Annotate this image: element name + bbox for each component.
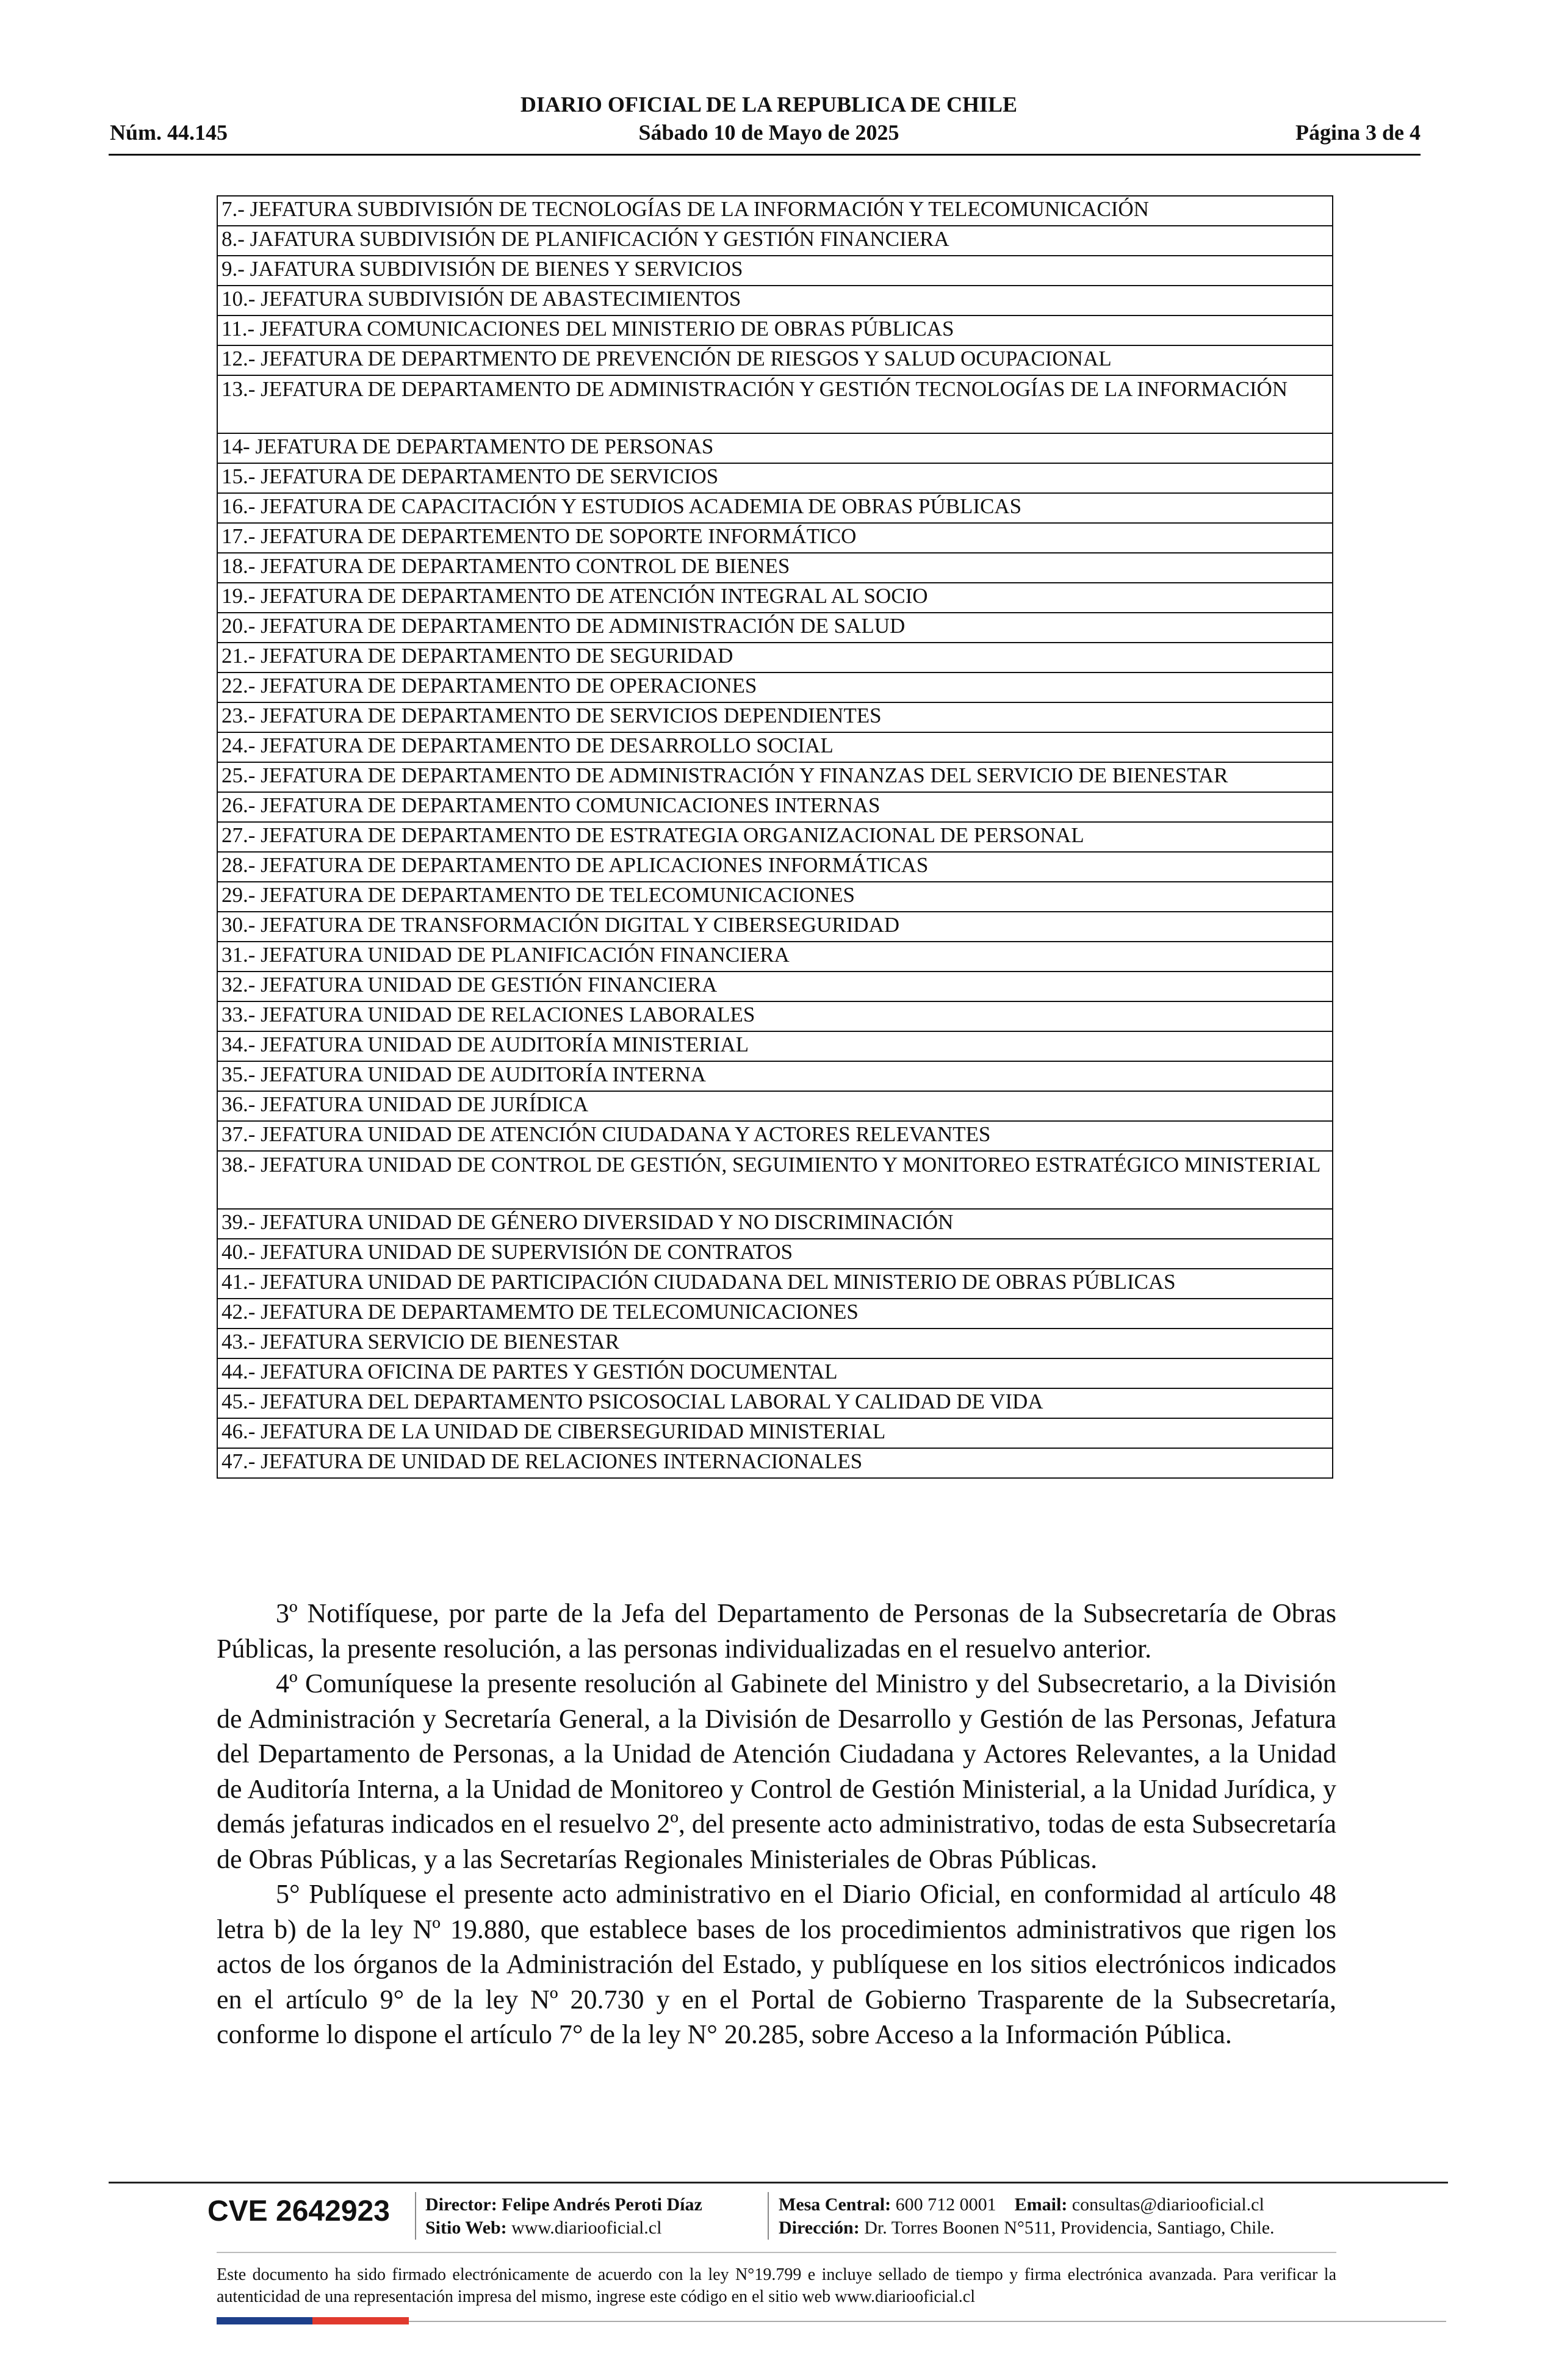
website-link[interactable]: www.diariooficial.cl (511, 2218, 662, 2238)
table-cell: 44.- JEFATURA OFICINA DE PARTES Y GESTIÓN DOCUMENTAL (217, 1358, 1333, 1388)
table-row (217, 1091, 1333, 1121)
table-row (217, 822, 1333, 852)
table-cell: 19.- JEFATURA DE DEPARTAMENTO DE ATENCIÓN INTEGRAL AL SOCIO (217, 583, 1333, 613)
table-cell: 43.- JEFATURA SERVICIO DE BIENESTAR (217, 1329, 1333, 1358)
email-link[interactable]: consultas@diariooficial.cl (1072, 2194, 1264, 2215)
table-row (217, 912, 1333, 942)
cve-code: CVE 2642923 (207, 2195, 390, 2227)
table-row (217, 1269, 1333, 1299)
paragraph-3: 3º Notifíquese, por parte de la Jefa del Departamento de Personas de la Subsecretaría de Obras Públicas, la presente resolución, a las personas individualizadas en el resuelvo anterior. (217, 1598, 1336, 1664)
table-row (217, 1001, 1333, 1031)
table-row (217, 256, 1333, 286)
table-cell: 38.- JEFATURA UNIDAD DE CONTROL DE GESTIÓN, SEGUIMIENTO Y MONITOREO ESTRATÉGICO MINISTERIAL (217, 1151, 1333, 1209)
table-cell: 24.- JEFATURA DE DEPARTAMENTO DE DESARROLLO SOCIAL (217, 732, 1333, 762)
footer-separator (768, 2192, 769, 2240)
table-cell: 14- JEFATURA DE DEPARTAMENTO DE PERSONAS (217, 433, 1333, 463)
phone-number: 600 712 0001 (895, 2194, 996, 2215)
address-label: Dirección: (779, 2218, 860, 2238)
footer-inner-divider (217, 2252, 1336, 2253)
table-cell: 10.- JEFATURA SUBDIVISIÓN DE ABASTECIMIENTOS (217, 286, 1333, 316)
table-row (217, 1121, 1333, 1151)
table-cell: 34.- JEFATURA UNIDAD DE AUDITORÍA MINISTERIAL (217, 1031, 1333, 1061)
table-cell: 7.- JEFATURA SUBDIVISIÓN DE TECNOLOGÍAS DE LA INFORMACIÓN Y TELECOMUNICACIÓN (217, 196, 1333, 226)
footer-bottom-divider (409, 2321, 1446, 2322)
table-cell: 39.- JEFATURA UNIDAD DE GÉNERO DIVERSIDAD Y NO DISCRIMINACIÓN (217, 1209, 1333, 1239)
table-cell: 42.- JEFATURA DE DEPARTAMEMTO DE TELECOMUNICACIONES (217, 1299, 1333, 1329)
table-row (217, 702, 1333, 732)
page-indicator: Página 3 de 4 (1295, 120, 1421, 145)
table-row (217, 523, 1333, 553)
table-row (217, 1031, 1333, 1061)
table-row (217, 1209, 1333, 1239)
footer-director-block (425, 2193, 702, 2240)
table-cell: 33.- JEFATURA UNIDAD DE RELACIONES LABORALES (217, 1001, 1333, 1031)
address-value: Dr. Torres Boonen N°511, Providencia, Santiago, Chile. (864, 2218, 1275, 2238)
table-cell: 12.- JEFATURA DE DEPARTMENTO DE PREVENCIÓN DE RIESGOS Y SALUD OCUPACIONAL (217, 345, 1333, 375)
table-cell: 40.- JEFATURA UNIDAD DE SUPERVISIÓN DE CONTRATOS (217, 1239, 1333, 1269)
table-row (217, 375, 1333, 433)
positions-table-body (217, 196, 1333, 1478)
footer-separator (415, 2192, 416, 2240)
table-row (217, 673, 1333, 702)
table-cell: 11.- JEFATURA COMUNICACIONES DEL MINISTERIO DE OBRAS PÚBLICAS (217, 316, 1333, 345)
table-row (217, 613, 1333, 643)
table-cell: 9.- JAFATURA SUBDIVISIÓN DE BIENES Y SERVICIOS (217, 256, 1333, 286)
table-row (217, 226, 1333, 256)
table-cell: 17.- JEFATURA DE DEPARTEMENTO DE SOPORTE INFORMÁTICO (217, 523, 1333, 553)
website-label: Sitio Web: (425, 2218, 507, 2238)
table-cell: 47.- JEFATURA DE UNIDAD DE RELACIONES INTERNACIONALES (217, 1448, 1333, 1478)
table-row (217, 1448, 1333, 1478)
table-row (217, 1358, 1333, 1388)
table-cell: 26.- JEFATURA DE DEPARTAMENTO COMUNICACIONES INTERNAS (217, 792, 1333, 822)
director-label: Director: (425, 2194, 497, 2215)
issue-date: Sábado 10 de Mayo de 2025 (638, 120, 899, 145)
table-row (217, 972, 1333, 1001)
table-row (217, 345, 1333, 375)
table-cell: 25.- JEFATURA DE DEPARTAMENTO DE ADMINISTRACIÓN Y FINANZAS DEL SERVICIO DE BIENESTAR (217, 762, 1333, 792)
table-cell: 37.- JEFATURA UNIDAD DE ATENCIÓN CIUDADANA Y ACTORES RELEVANTES (217, 1121, 1333, 1151)
table-row (217, 762, 1333, 792)
table-cell: 31.- JEFATURA UNIDAD DE PLANIFICACIÓN FINANCIERA (217, 942, 1333, 972)
table-cell: 8.- JAFATURA SUBDIVISIÓN DE PLANIFICACIÓN Y GESTIÓN FINANCIERA (217, 226, 1333, 256)
table-cell: 28.- JEFATURA DE DEPARTAMENTO DE APLICACIONES INFORMÁTICAS (217, 852, 1333, 882)
paragraph-5: 5° Publíquese el presente acto administrativo en el Diario Oficial, en conformidad al artículo 48 letra b) de la ley Nº 19.880, que establece bases de los procedimientos administrativos que rigen los actos de los órganos de la Administración del Estado, y publíquese en los sitios electrónicos indicados en el artículo 9° de la ley Nº 20.730 y en el Portal de Gobierno Trasparente de la Subsecretaría, conforme lo dispone el artículo 7° de la ley N° 20.285, sobre Acceso a la Información Pública. (217, 1879, 1336, 2049)
table-cell: 32.- JEFATURA UNIDAD DE GESTIÓN FINANCIERA (217, 972, 1333, 1001)
table-row (217, 316, 1333, 345)
table-row (217, 852, 1333, 882)
table-cell: 18.- JEFATURA DE DEPARTAMENTO CONTROL DE BIENES (217, 553, 1333, 583)
email-label: Email: (1014, 2194, 1068, 2215)
table-row (217, 493, 1333, 523)
footer-contact-block (779, 2193, 1275, 2240)
newspaper-title: DIARIO OFICIAL DE LA REPUBLICA DE CHILE (520, 92, 1018, 117)
table-cell: 22.- JEFATURA DE DEPARTAMENTO DE OPERACIONES (217, 673, 1333, 702)
table-row (217, 286, 1333, 316)
table-cell: 46.- JEFATURA DE LA UNIDAD DE CIBERSEGURIDAD MINISTERIAL (217, 1418, 1333, 1448)
table-row (217, 792, 1333, 822)
table-row (217, 553, 1333, 583)
table-row (217, 583, 1333, 613)
table-cell: 45.- JEFATURA DEL DEPARTAMENTO PSICOSOCIAL LABORAL Y CALIDAD DE VIDA (217, 1388, 1333, 1418)
table-row (217, 1151, 1333, 1209)
table-row (217, 1299, 1333, 1329)
table-row (217, 732, 1333, 762)
table-row (217, 882, 1333, 912)
table-cell: 23.- JEFATURA DE DEPARTAMENTO DE SERVICIOS DEPENDIENTES (217, 702, 1333, 732)
table-row (217, 196, 1333, 226)
table-row (217, 1388, 1333, 1418)
table-row (217, 433, 1333, 463)
table-row (217, 1239, 1333, 1269)
resolution-body (217, 1596, 1336, 2052)
table-cell: 36.- JEFATURA UNIDAD DE JURÍDICA (217, 1091, 1333, 1121)
issue-number: Núm. 44.145 (110, 120, 228, 145)
phone-label: Mesa Central: (779, 2194, 891, 2215)
table-row (217, 643, 1333, 673)
flag-color-bar (217, 2317, 409, 2324)
table-cell: 30.- JEFATURA DE TRANSFORMACIÓN DIGITAL Y CIBERSEGURIDAD (217, 912, 1333, 942)
table-cell: 27.- JEFATURA DE DEPARTAMENTO DE ESTRATEGIA ORGANIZACIONAL DE PERSONAL (217, 822, 1333, 852)
signature-note: Este documento ha sido firmado electrónicamente de acuerdo con la ley N°19.799 e incluye sellado de tiempo y firma electrónica avanzada. Para verificar la autenticidad de una representación impresa del mismo, ingrese este código en el sitio web www.diariooficial.cl (217, 2265, 1336, 2306)
table-cell: 15.- JEFATURA DE DEPARTAMENTO DE SERVICIOS (217, 463, 1333, 493)
table-cell: 21.- JEFATURA DE DEPARTAMENTO DE SEGURIDAD (217, 643, 1333, 673)
director-name: Felipe Andrés Peroti Díaz (502, 2194, 702, 2215)
paragraph-4: 4º Comuníquese la presente resolución al Gabinete del Ministro y del Subsecretario, a la División de Administración y Secretaría General, a la División de Desarrollo y Gestión de las Personas, Jefatura del Departamento de Personas, a la Unidad de Atención Ciudadana y Actores Relevantes, a la Unidad de Auditoría Interna, a la Unidad de Monitoreo y Control de Gestión Ministerial, a la Unidad Jurídica, y demás jefaturas indicados en el resuelvo 2º, del presente acto administrativo, todas de esta Subsecretaría de Obras Públicas, y a las Secretarías Regionales Ministeriales de Obras Públicas. (217, 1668, 1336, 1874)
footer-divider (109, 2182, 1448, 2183)
table-cell: 20.- JEFATURA DE DEPARTAMENTO DE ADMINISTRACIÓN DE SALUD (217, 613, 1333, 643)
table-cell: 41.- JEFATURA UNIDAD DE PARTICIPACIÓN CIUDADANA DEL MINISTERIO DE OBRAS PÚBLICAS (217, 1269, 1333, 1299)
header-divider (109, 154, 1421, 156)
table-row (217, 1061, 1333, 1091)
table-cell: 35.- JEFATURA UNIDAD DE AUDITORÍA INTERNA (217, 1061, 1333, 1091)
table-row (217, 1418, 1333, 1448)
positions-table (217, 195, 1333, 1479)
table-row (217, 942, 1333, 972)
table-cell: 16.- JEFATURA DE CAPACITACIÓN Y ESTUDIOS ACADEMIA DE OBRAS PÚBLICAS (217, 493, 1333, 523)
table-row (217, 463, 1333, 493)
table-cell: 13.- JEFATURA DE DEPARTAMENTO DE ADMINISTRACIÓN Y GESTIÓN TECNOLOGÍAS DE LA INFORMACIÓN (217, 375, 1333, 433)
table-row (217, 1329, 1333, 1358)
table-cell: 29.- JEFATURA DE DEPARTAMENTO DE TELECOMUNICACIONES (217, 882, 1333, 912)
